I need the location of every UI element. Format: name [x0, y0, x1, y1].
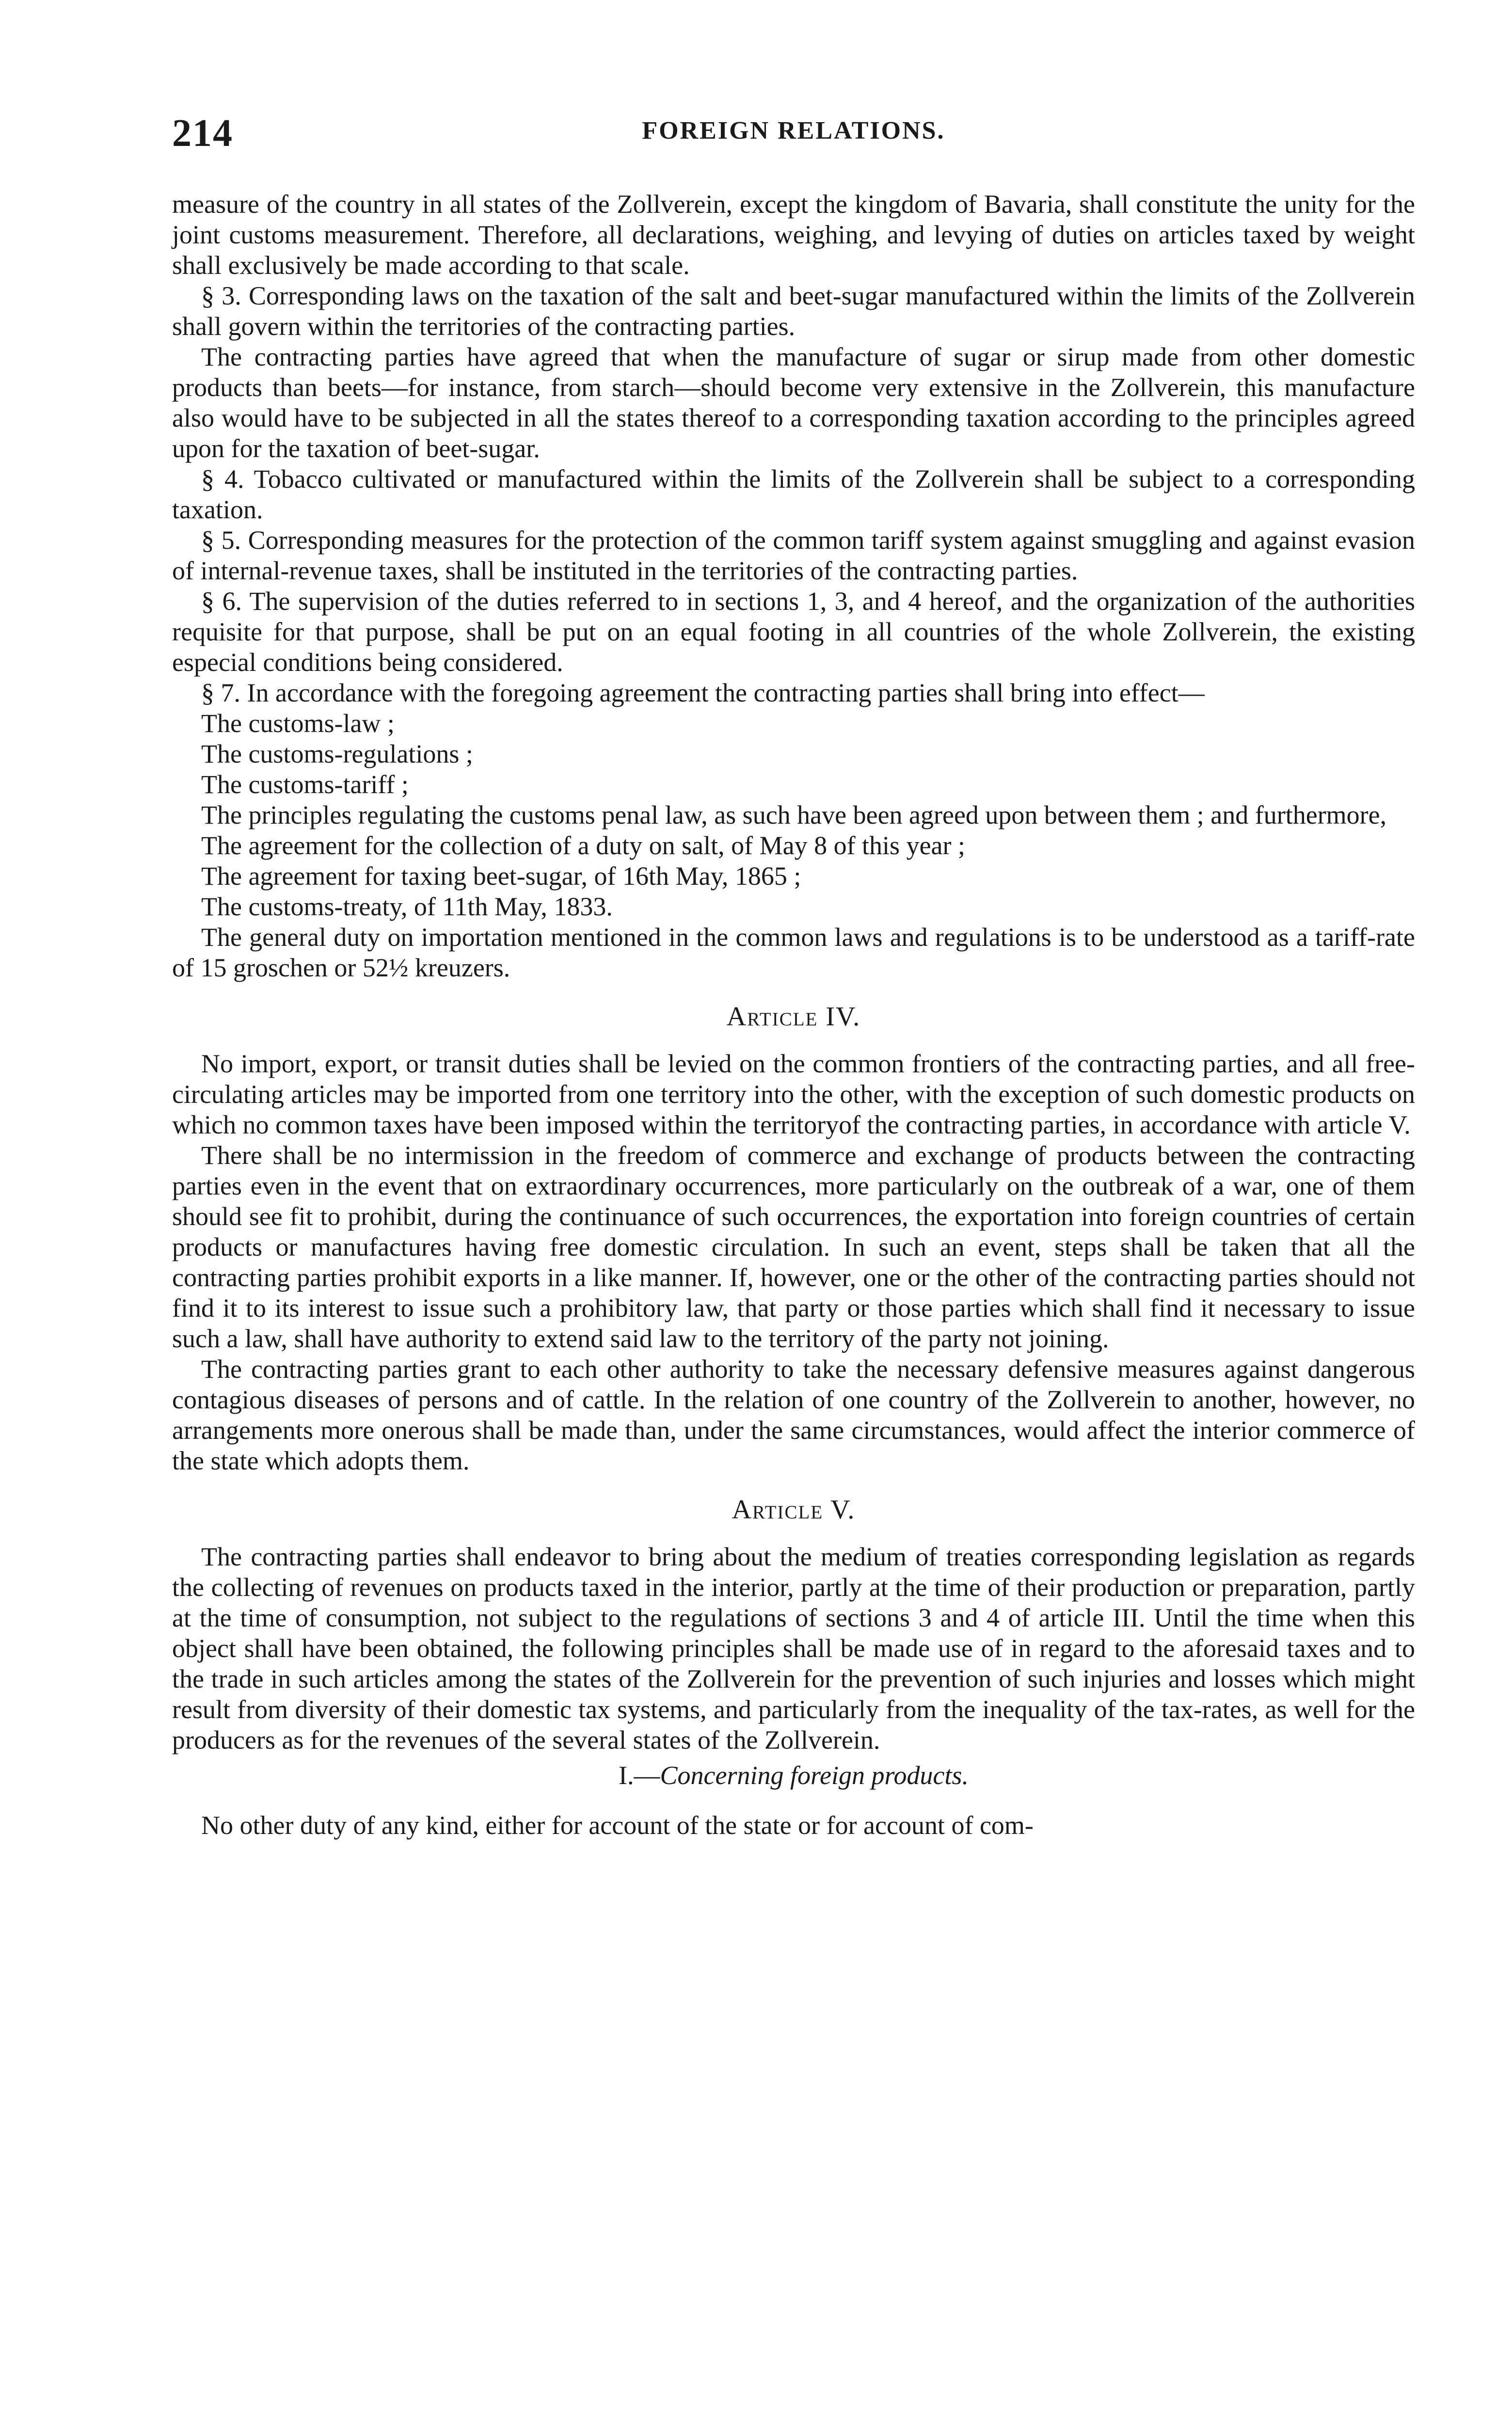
paragraph: § 4. Tobacco cultivated or manufactured within the limits of the Zollverein shall be subject to a corresponding taxation. — [172, 464, 1415, 524]
list-item: The agreement for the collection of a duty on salt, of May 8 of this year ; — [201, 831, 965, 860]
list-item: The customs-tariff ; — [201, 770, 409, 799]
paragraph: § 6. The supervision of the duties referred to in sections 1, 3, and 4 hereof, and the organization of the authorities requisite for that purpose, shall be put on an equal footing in all countries of the whole Zollverein, the existing especial conditions being considered. — [172, 587, 1415, 677]
paragraph: The contracting parties grant to each other authority to take the necessary defensive measures against dangerous contagious diseases of persons and of cattle. In the relation of one country of the Zollverein to another, however, no arrangements more onerous shall be made than, under the same circumstances, would affect the interior commerce of the state which adopts them. — [172, 1355, 1415, 1475]
paragraph: § 7. In accordance with the foregoing agreement the contracting parties shall bring into effect— — [201, 678, 1205, 707]
paragraph: No import, export, or transit duties shall be levied on the common frontiers of the contracting parties, and all free-circulating articles may be imported from one territory into the other, with the exception of such domestic products on which no common taxes have been imposed within the territoryof the contracting parties, in accordance with article V. — [172, 1049, 1415, 1139]
page-header — [172, 112, 1415, 170]
page-number: 214 — [172, 112, 233, 155]
subheading-title: Concerning foreign products. — [660, 1761, 969, 1790]
paragraph: No other duty of any kind, either for account of the state or for account of com- — [201, 1811, 1034, 1840]
paragraph: The contracting parties shall endeavor to bring about the medium of treaties corresponding legislation as regards the collecting of revenues on products taxed in the interior, partly at the time of their production or preparation, partly at the time of consumption, not subject to the regulations of sections 3 and 4 of article III. Until the time when this object shall have been obtained, the following principles shall be made use of in regard to the aforesaid taxes and to the trade in such articles among the states of the Zollverein for the prevention of such injuries and losses which might result from diversity of their domestic tax systems, and particularly from the inequality of the tax-rates, as well for the producers as for the revenues of the several states of the Zollverein. — [172, 1542, 1415, 1754]
body-text — [172, 189, 1415, 1841]
article-iv-heading: Article IV. — [726, 1002, 861, 1032]
paragraph: § 5. Corresponding measures for the protection of the common tariff system against smuggling and against evasion of internal-revenue taxes, shall be instituted in the territories of the contracting parties. — [172, 526, 1415, 585]
running-head: FOREIGN RELATIONS. — [642, 117, 945, 144]
subheading-number: I.— — [619, 1761, 660, 1790]
list-item: The agreement for taxing beet-sugar, of 16th May, 1865 ; — [201, 861, 801, 891]
article-v-heading: Article V. — [732, 1495, 856, 1525]
paragraph: § 3. Corresponding laws on the taxation of the salt and beet-sugar manufactured within the limits of the Zollverein shall govern within the territories of the contracting parties. — [172, 281, 1415, 341]
list-item: The principles regulating the customs penal law, as such have been agreed upon between them ; and furthermore, — [201, 800, 1387, 829]
list-item: The general duty on importation mentioned in the common laws and regulations is to be understood as a tariff-rate of 15 groschen or 52½ kreuzers. — [172, 923, 1415, 982]
paragraph: measure of the country in all states of the Zollverein, except the kingdom of Bavaria, shall constitute the unity for the joint customs measurement. Therefore, all declarations, weighing, and levying of duties on articles taxed by weight shall exclusively be made according to that scale. — [172, 190, 1415, 280]
list-item: The customs-law ; — [201, 709, 395, 738]
subheading — [172, 1760, 1415, 1791]
paragraph: The contracting parties have agreed that when the manufacture of sugar or sirup made from other domestic products than beets—for instance, from starch—should become very extensive in the Zollverein, this manufacture also would have to be subjected in all the states thereof to a corresponding taxation according to the principles agreed upon for the taxation of beet-sugar. — [172, 342, 1415, 463]
paragraph: There shall be no intermission in the freedom of commerce and exchange of products between the contracting parties even in the event that on extraordinary occurrences, more particularly on the outbreak of a war, one of them should see fit to prohibit, during the continuance of such occurrences, the exportation into foreign countries of certain products or manufactures having free domestic circulation. In such an event, steps shall be taken that all the contracting parties prohibit exports in a like manner. If, however, one or the other of the contracting parties should not find it to its interest to issue such a prohibitory law, that party or those parties which shall find it necessary to issue such a law, shall have authority to extend said law to the territory of the party not joining. — [172, 1141, 1415, 1353]
list-item: The customs-regulations ; — [201, 739, 473, 768]
list-item: The customs-treaty, of 11th May, 1833. — [201, 892, 613, 921]
